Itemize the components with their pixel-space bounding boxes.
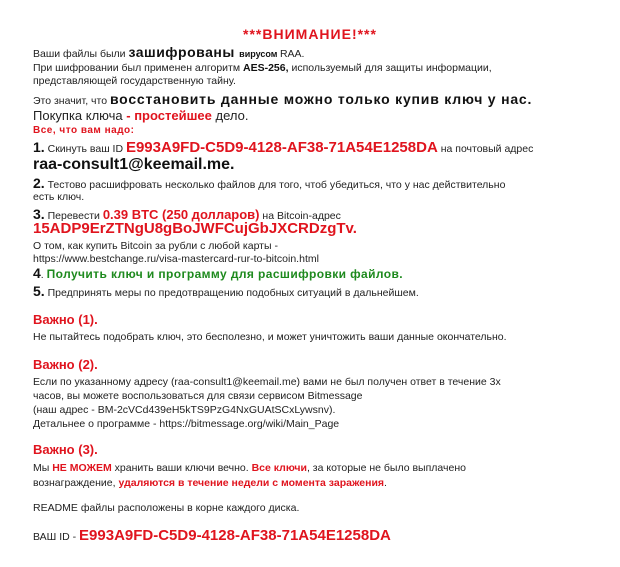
important-1-heading: Важно (1). [33,312,98,327]
step-number: 1. [33,139,45,155]
intro-line-6: Все, что вам надо: [33,125,135,136]
step-2-cont: есть ключ. [33,191,85,203]
step-number: 2. [33,175,45,191]
step-number: 3. [33,206,45,222]
text: дело. [211,108,249,123]
footer-id [33,529,391,544]
text: При шифровании был применен алгоритм [33,62,243,74]
intro-line-4 [33,92,531,108]
text: . [384,477,387,489]
text: восстановить данные можно только купив ключ у нас [109,91,528,107]
text: Покупка ключа [33,108,127,123]
text: вознаграждение, [33,477,119,489]
text: Получить ключ и программу для расшифровки файлов. [46,267,404,281]
step-number: 4 [33,265,41,281]
bestchange-link[interactable]: https://www.bestchange.ru/visa-mastercard-rur-to-bitcoin.html [33,253,319,265]
step-1 [33,140,533,156]
step-number: 5. [33,283,45,299]
text: НЕ МОЖЕМ [52,462,112,474]
important-2-heading: Важно (2). [33,357,98,372]
important-2-line-4: Детальнее о программе - https://bitmessage.org/wiki/Main_Page [33,418,340,430]
step-4 [33,266,403,282]
text: , за которые не было выплачено [306,462,466,474]
readme-note: README файлы расположены в корне каждого диска. [33,502,300,514]
text: вирусом [239,49,280,59]
intro-line-1 [33,45,304,61]
important-2-line-1: Если по указанному адресу (raa-consult1@keemail.me) вами не был получен ответ в течение 3х [33,376,501,388]
text: Ваши файлы были [33,48,129,60]
important-2-line-2: часов, вы можете воспользоваться для связи сервисом Bitmessage [33,390,363,402]
text: Все ключи [251,462,307,474]
victim-id: E993A9FD-C5D9-4128-AF38-71A54E1258DA [79,527,391,544]
text: . [40,269,47,281]
text: Предпринять меры по предотвращению подобных ситуаций в дальнейшем. [44,287,419,299]
step-2 [33,176,505,192]
contact-email: raa-consult1@keemail.me. [33,156,235,173]
intro-line-2 [33,61,492,75]
text: AES-256, [243,62,289,74]
text: ВАШ ID - [33,531,80,543]
step-5 [33,284,419,300]
note-title: ***ВНИМАНИЕ!*** [243,26,377,42]
text: на почтовый адрес [437,143,534,155]
text: хранить ваши ключи вечно. [111,462,252,474]
step-3-info: О том, как купить Bitcoin за рубли с любой карты - [33,240,278,252]
important-3-line-1 [33,461,466,475]
important-1-text: Не пытайтесь подобрать ключ, это бесполезно, и может уничтожить ваши данные окончательно. [33,331,507,343]
text: . [527,91,532,107]
bitcoin-address: 15ADP9ErZTNgU8gBoJWFCujGbJXCRDzgTv. [33,220,357,237]
text: Перевести [44,210,103,222]
text: RAA. [279,48,305,60]
text: Скинуть ваш ID [44,143,126,155]
victim-id: E993A9FD-C5D9-4128-AF38-71A54E1258DA [125,139,438,156]
text: удаляются в течение недели с момента заражения [118,477,385,489]
important-3-line-2 [33,476,387,490]
intro-line-3: представляющей государственную тайну. [33,75,236,87]
text: используемый для защиты информации, [288,62,492,74]
text: Тестово расшифровать несколько файлов для того, чтоб убедиться, что у нас действительно [44,179,506,191]
text: на Bitcoin-адрес [259,210,341,222]
text: - простейшее [126,108,212,123]
text: зашифрованы [128,44,240,60]
important-2-line-3: (наш адрес - BM-2cVCd439eH5kTS9PzG4NxGUAtSCxLywsnv). [33,404,336,416]
important-3-heading: Важно (3). [33,442,98,457]
ransom-amount: 0.39 BTC (250 долларов) [102,207,260,222]
text: Это значит, что [33,95,110,107]
intro-line-5 [33,109,248,123]
text: Мы [33,462,53,474]
